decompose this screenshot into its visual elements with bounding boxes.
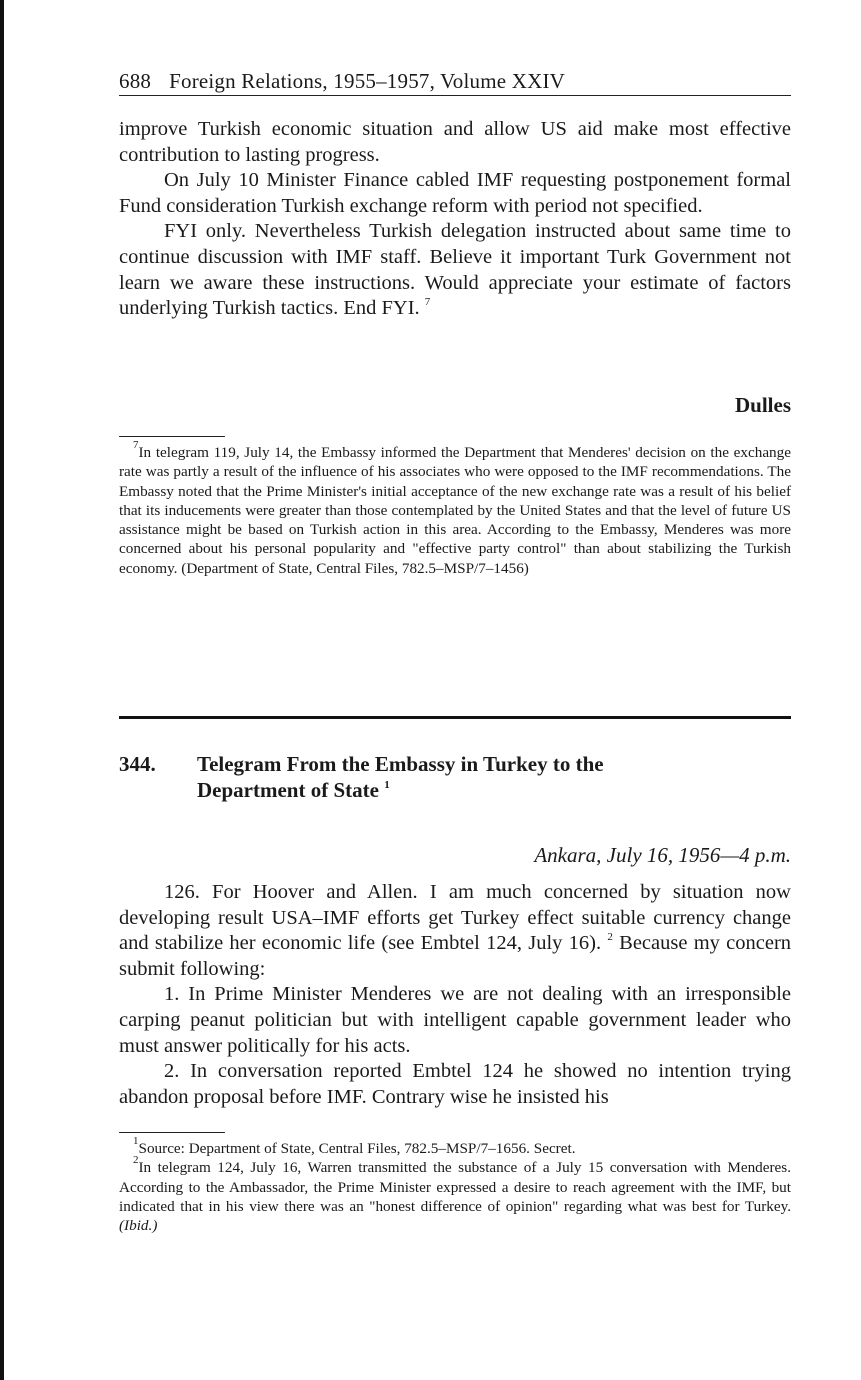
footnotes — [119, 1135, 791, 1235]
footnote-ref: 7 — [424, 296, 431, 309]
footnote-rule — [119, 1132, 225, 1133]
paragraph — [119, 219, 791, 321]
paragraph: 1. In Prime Minister Menderes we are not dealing with an irresponsible carping peanut politician but with intelligent capable government leader who must answer politically for his acts. — [119, 983, 791, 1057]
document-title — [197, 751, 717, 803]
paragraph — [119, 880, 791, 982]
document-title-text: Telegram From the Embassy in Turkey to the Department of State — [197, 752, 604, 802]
paragraph-text: Because my concern submit following: — [119, 932, 792, 980]
document-number: 344. — [119, 752, 156, 776]
footnote-1 — [119, 1135, 791, 1158]
footnote-marker: 7 — [133, 439, 139, 451]
previous-document-continuation — [119, 117, 791, 322]
section-divider — [119, 716, 791, 719]
footnote-marker: 2 — [133, 1154, 139, 1167]
footnote-ref: 2 — [607, 931, 613, 944]
footnote-2 — [119, 1154, 791, 1235]
paragraph: improve Turkish economic situation and allow US aid make most effective contribution to lasting progress. — [119, 118, 791, 166]
footnote-body: In telegram 119, July 14, the Embassy informed the Department that Menderes' decision on the exchange rate was partly a result of the influence of his associates who were opposed to the IMF recommendations. The Embassy noted that the Prime Minister's initial acceptance of the new exchange rate was a result of his belief that its inducements were greater than those contemplated by the United States and that the level of future US assistance might be based on Turkish action in this area. According to the Embassy, Menderes was more concerned about his personal popularity and "effective party control" than about stabilizing the Turkish economy. (Department of State, Central Files, 782.5–MSP/7–1456) — [119, 444, 791, 577]
footnote-text — [119, 439, 791, 578]
paragraph: On July 10 Minister Finance cabled IMF requesting postponement formal Fund consideration Turkish exchange reform with period not specified. — [119, 169, 791, 217]
page-number: 688 — [119, 69, 152, 93]
paragraph-text: FYI only. Nevertheless Turkish delegation instructed about same time to continue discussion with IMF staff. Believe it important Turk Government not learn we aware these instructions. Would appreciate your estimate of factors underlying Turkish tactics. End FYI. — [119, 220, 791, 320]
ibid-citation: (Ibid.) — [119, 1217, 158, 1235]
footnote-ref: 1 — [384, 779, 390, 791]
telegram-body — [119, 880, 791, 1110]
footnote-body: Source: Department of State, Central Files, 782.5–MSP/7–1656. Secret. — [138, 1140, 576, 1157]
running-head — [119, 68, 791, 96]
footnote-7 — [119, 439, 791, 578]
scan-edge — [0, 0, 4, 1380]
paragraph: 2. In conversation reported Embtel 124 he showed no intention trying abandon proposal before IMF. Contrary wise he insisted his — [119, 1060, 791, 1108]
dateline: Ankara, July 16, 1956—4 p.m. — [534, 843, 791, 867]
footnote-body: In telegram 124, July 16, Warren transmitted the substance of a July 15 conversation with Menderes. According to the Ambassador, the Prime Minister expressed a desire to reach agreement with the IMF, but indicated that in his view there was an "honest difference of opinion" regarding what was best for Turkey. — [119, 1159, 791, 1215]
volume-title: Foreign Relations, 1955–1957, Volume XXIV — [169, 69, 566, 93]
footnote-rule — [119, 436, 225, 437]
signature: Dulles — [734, 393, 791, 417]
paragraph-text: 126. For Hoover and Allen. I am much concerned by situation now developing result USA–IMF efforts get Turkey effect suitable currency change and stabilize her economic life (see Embtel 124, July 16). — [119, 881, 791, 955]
footnote-marker: 1 — [133, 1135, 139, 1147]
